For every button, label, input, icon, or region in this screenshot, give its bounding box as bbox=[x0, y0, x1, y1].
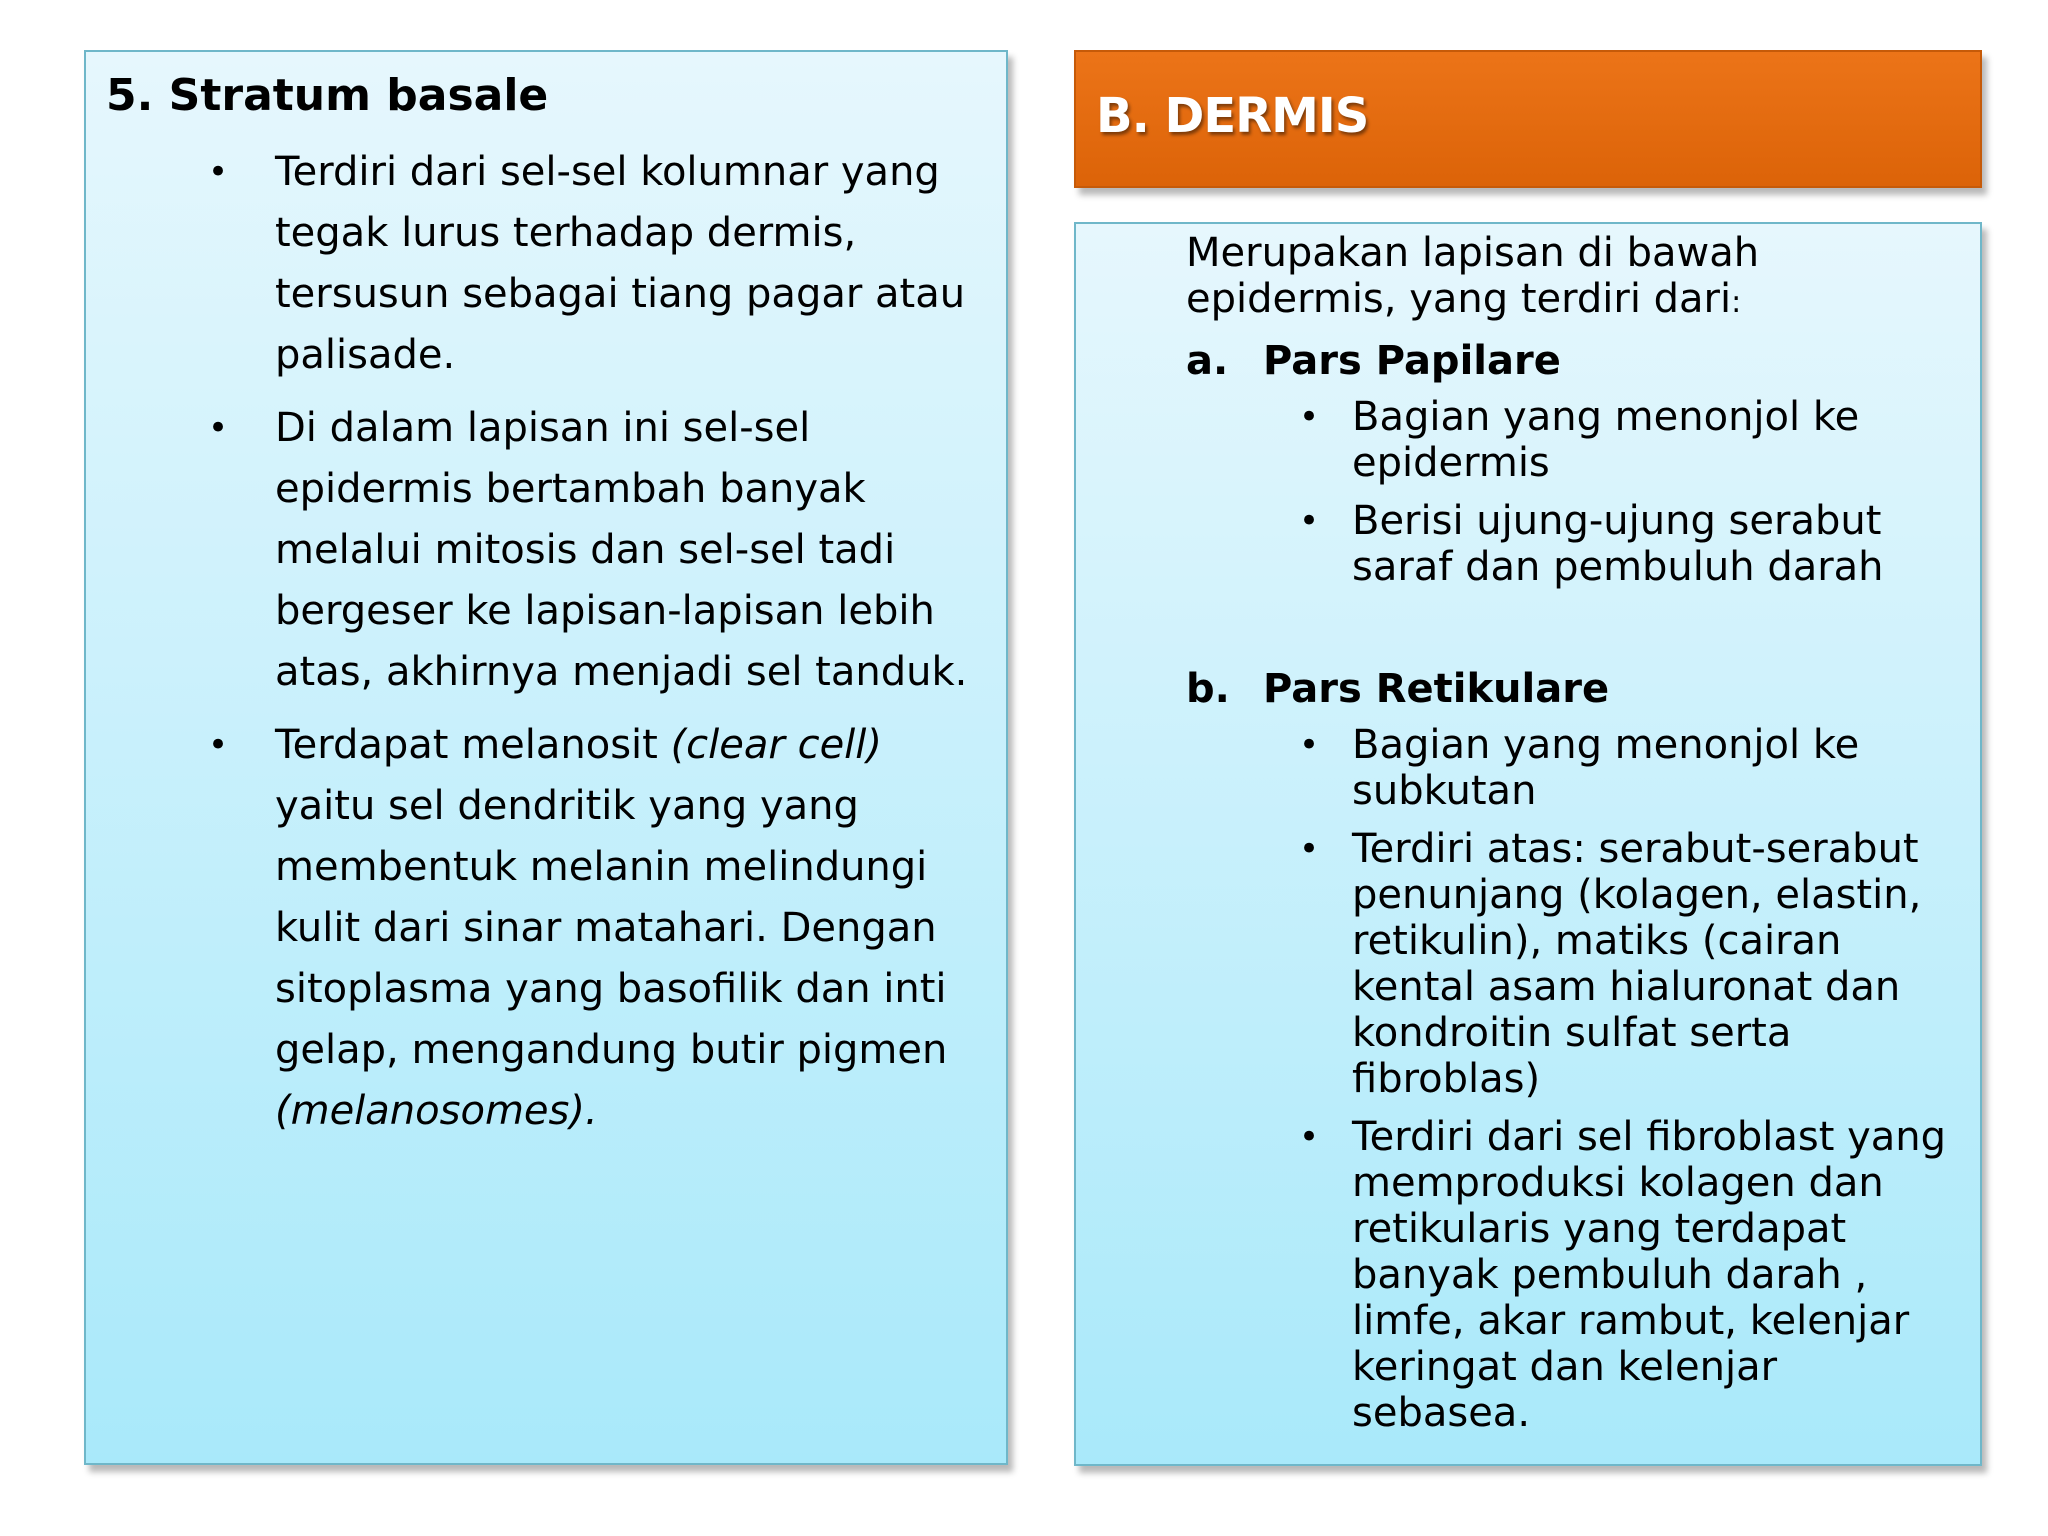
bullet-icon: • bbox=[1299, 1117, 1320, 1157]
bullet-icon: • bbox=[208, 408, 229, 448]
dermis-content-panel bbox=[1074, 222, 1982, 1466]
list-item-text: Terdiri dari sel fibroblast yang memproduksi kolagen dan retikularis yang terdapat banyak pembuluh darah , limfe, akar rambut, kelenjar keringat dan kelenjar sebasea. bbox=[1352, 1114, 1947, 1436]
bullet-icon: • bbox=[1299, 829, 1320, 869]
list-item-text: Di dalam lapisan ini sel-sel epidermis bertambah banyak melalui mitosis dan sel-sel tadi bergeser ke lapisan-lapisan lebih atas, akhirnya menjadi sel tanduk. bbox=[275, 405, 968, 695]
list-item-text: Berisi ujung-ujung serabut saraf dan pembuluh darah bbox=[1352, 498, 1884, 590]
list-item-text: Terdiri atas: serabut-serabut penunjang (kolagen, elastin, retikulin), matiks (cairan kental asam hialuronat dan kondroitin sulfat serta fibroblas) bbox=[1352, 826, 1922, 1102]
italic-term: (clear cell) bbox=[670, 722, 883, 768]
bullet-icon: • bbox=[1299, 397, 1320, 437]
bullet-icon: • bbox=[208, 152, 229, 192]
bullet-icon: • bbox=[1299, 501, 1320, 541]
list-item bbox=[86, 715, 995, 1142]
intro-text: Merupakan lapisan di bawah epidermis, yang terdiri dari bbox=[1186, 230, 1760, 322]
dermis-header-banner bbox=[1074, 50, 1982, 188]
list-item-text: Terdapat melanosit bbox=[275, 722, 671, 768]
section-heading-text: Pars Papilare bbox=[1263, 338, 1561, 384]
list-item bbox=[1076, 722, 1952, 814]
stratum-basale-list bbox=[86, 142, 995, 1154]
section-heading-pars-retikulare bbox=[1186, 664, 1609, 714]
list-item-text: Bagian yang menonjol ke subkutan bbox=[1352, 722, 1860, 814]
section-letter: b. bbox=[1186, 666, 1230, 712]
section-heading-pars-papilare bbox=[1186, 336, 1561, 386]
list-item bbox=[1076, 1114, 1952, 1436]
list-item-text: Bagian yang menonjol ke epidermis bbox=[1352, 394, 1860, 486]
list-item-text: yaitu sel dendritik yang yang membentuk melanin melindungi kulit dari sinar matahari. Dengan sitoplasma yang basofilik dan inti gelap, mengandung butir pigmen bbox=[275, 783, 948, 1073]
list-item bbox=[1076, 826, 1952, 1102]
list-item bbox=[86, 398, 995, 703]
intro-colon: : bbox=[1731, 285, 1742, 320]
italic-term: (melanosomes). bbox=[275, 1088, 598, 1134]
bullet-icon: • bbox=[208, 725, 229, 765]
list-item-text: Terdiri dari sel-sel kolumnar yang tegak lurus terhadap dermis, tersusun sebagai tiang pagar atau palisade. bbox=[275, 149, 966, 378]
dermis-intro bbox=[1186, 230, 1906, 326]
dermis-title: B. DERMIS bbox=[1096, 88, 1369, 144]
pars-papilare-list bbox=[1076, 394, 1952, 602]
section-heading-text: Pars Retikulare bbox=[1263, 666, 1610, 712]
list-item bbox=[1076, 498, 1952, 590]
section-letter: a. bbox=[1186, 338, 1229, 384]
list-item bbox=[86, 142, 995, 386]
list-item bbox=[1076, 394, 1952, 486]
bullet-icon: • bbox=[1299, 725, 1320, 765]
stratum-basale-panel bbox=[84, 50, 1008, 1465]
pars-retikulare-list bbox=[1076, 722, 1952, 1448]
section-title: 5. Stratum basale bbox=[106, 70, 549, 121]
